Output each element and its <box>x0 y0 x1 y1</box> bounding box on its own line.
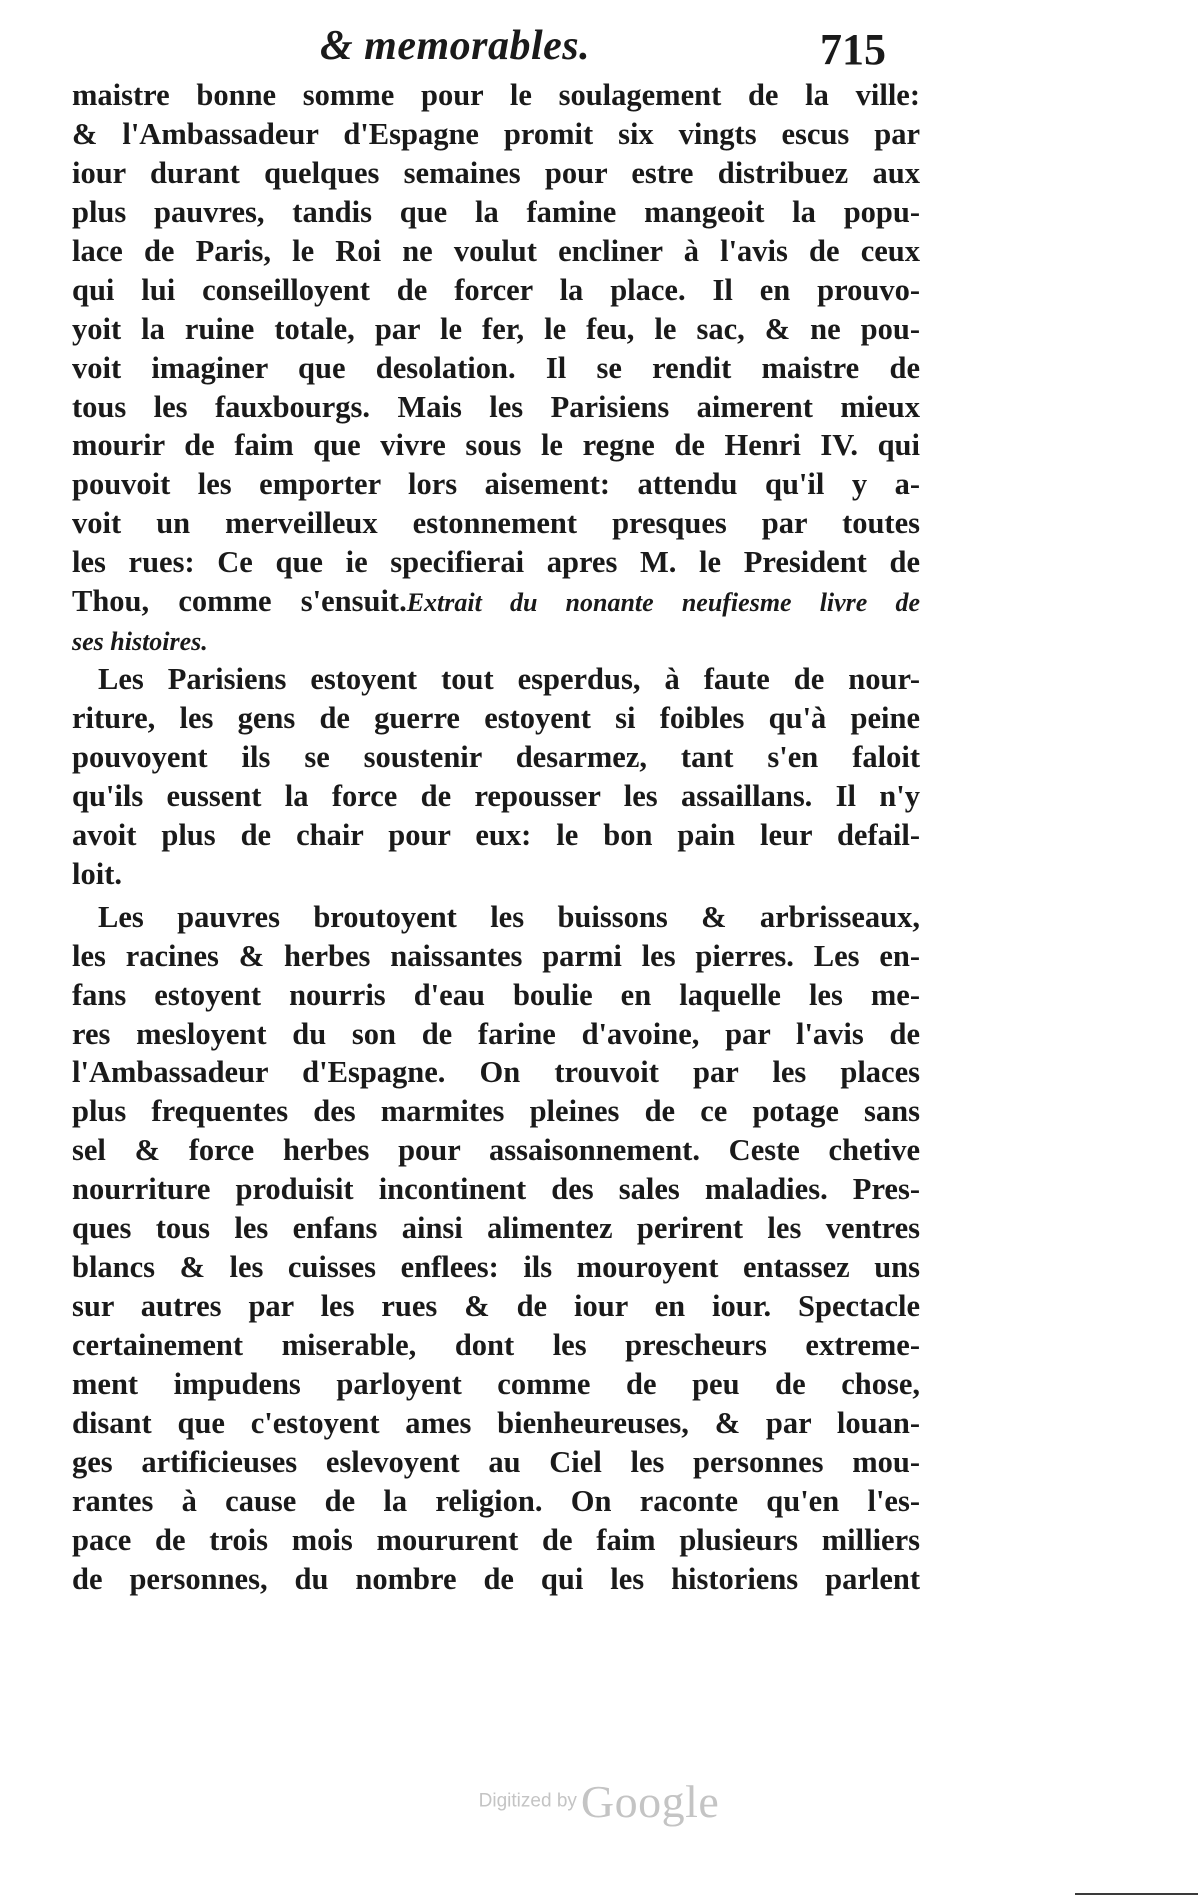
paragraph-line: sel & force herbes pour assaisonnement. Ceste chetive <box>72 1133 920 1168</box>
text-line: plus pauvres, tandis que la famine mangeoit la popu- <box>72 194 920 229</box>
text-line: iour durant quelques semaines pour estre distribuez aux <box>72 155 920 190</box>
text-line: voit imaginer que desolation. Il se rendit maistre de <box>72 350 920 385</box>
paragraph-line: fans estoyent nourris d'eau boulie en laquelle les me- <box>72 977 920 1012</box>
paragraph-line: loit. <box>72 856 122 891</box>
paragraph-line: les racines & herbes naissantes parmi les pierres. Les en- <box>72 938 920 973</box>
digitization-watermark <box>0 1775 1198 1828</box>
paragraph-line: de personnes, du nombre de qui les historiens parlent <box>72 1561 920 1596</box>
text-line-mixed <box>72 582 920 621</box>
text-line: lace de Paris, le Roi ne voulut encliner à l'avis de ceux <box>72 233 920 268</box>
paragraph-line: avoit plus de chair pour eux: le bon pain leur defail- <box>72 817 920 852</box>
paragraph-line: blancs & les cuisses enflees: ils mouroyent entassez uns <box>72 1250 920 1285</box>
paragraph-line: Les Parisiens estoyent tout esperdus, à faute de nour- <box>98 662 920 697</box>
text-line: qui lui conseilloyent de forcer la place. Il en prouvo- <box>72 272 920 307</box>
paragraph-line: riture, les gens de guerre estoyent si foibles qu'à peine <box>72 701 920 735</box>
text-line: & l'Ambassadeur d'Espagne promit six vingts escus par <box>72 116 920 151</box>
paragraph-line: l'Ambassadeur d'Espagne. On trouvoit par les places <box>72 1055 920 1090</box>
paragraph-line: ges artificieuses eslevoyent au Ciel les personnes mou- <box>72 1444 920 1479</box>
text-line: maistre bonne somme pour le soulagement de la ville: <box>72 78 920 112</box>
text-line: yoit la ruine totale, par le fer, le feu, le sac, & ne pou- <box>72 311 920 346</box>
paragraph-line: qu'ils eussent la force de repousser les assaillans. Il n'y <box>72 778 920 813</box>
paragraph-line: nourriture produisit incontinent des sales maladies. Pres- <box>72 1172 920 1207</box>
paragraph-line: pace de trois mois moururent de faim plusieurs milliers <box>72 1522 920 1557</box>
text-block <box>72 76 920 1599</box>
google-logo: Google <box>580 1776 720 1827</box>
paragraph-line: ques tous les enfans ainsi alimentez perirent les ventres <box>72 1211 920 1246</box>
text-line: mourir de faim que vivre sous le regne de Henri IV. qui <box>72 428 920 463</box>
text-line: les rues: Ce que ie specifierai apres M. le President de <box>72 545 920 580</box>
paragraph-line: res mesloyent du son de farine d'avoine, par l'avis de <box>72 1016 920 1051</box>
paragraph-line: sur autres par les rues & de iour en iour. Spectacle <box>72 1289 920 1324</box>
paragraph-line: certainement miserable, dont les prescheurs extreme- <box>72 1328 920 1362</box>
text-line: tous les fauxbourgs. Mais les Parisiens aimerent mieux <box>72 389 920 424</box>
paragraph-line: disant que c'estoyent ames bienheureuses, & par louan- <box>72 1405 920 1440</box>
paragraph-line: rantes à cause de la religion. On raconte qu'en l'es- <box>72 1483 920 1518</box>
text-line: pouvoit les emporter lors aisement: attendu qu'il y a- <box>72 467 920 502</box>
running-head <box>0 22 1198 72</box>
source-citation-end: ses histoires. <box>72 627 208 657</box>
paragraph-line: pouvoyent ils se soustenir desarmez, tant s'en faloit <box>72 739 920 774</box>
text-roman: Thou, comme s'ensuit. <box>72 584 407 619</box>
text-line: voit un merveilleux estonnement presques par toutes <box>72 506 920 541</box>
running-title: & memorables. <box>320 23 591 69</box>
paragraph-line: Les pauvres broutoyent les buissons & arbrisseaux, <box>98 899 920 934</box>
text-line <box>72 621 920 660</box>
page-number: 715 <box>820 25 886 74</box>
source-citation: Extrait du nonante neufiesme livre de <box>406 588 921 618</box>
scan-edge-rule <box>1075 1893 1198 1895</box>
digitized-by-label: Digitized by <box>478 1790 577 1812</box>
paragraph-line: plus frequentes des marmites pleines de ce potage sans <box>72 1094 920 1129</box>
paragraph-line: ment impudens parloyent comme de peu de chose, <box>72 1366 920 1401</box>
